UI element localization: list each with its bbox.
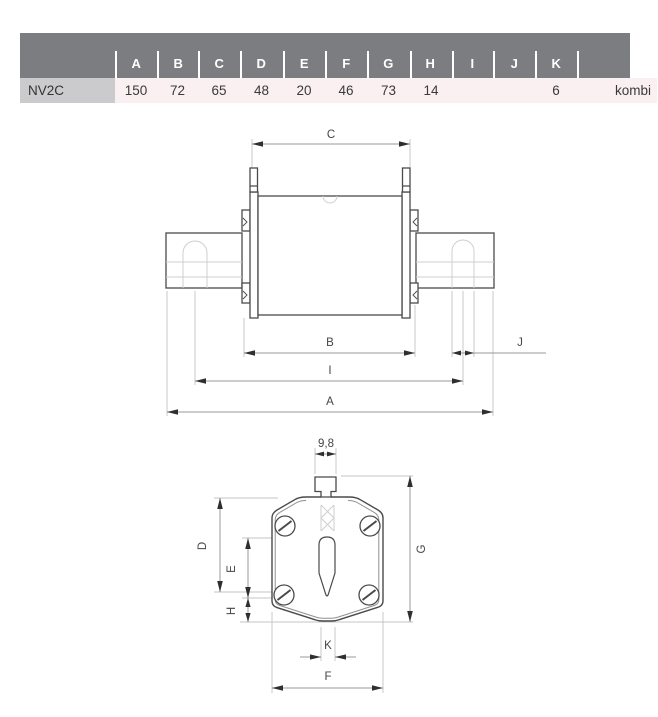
dim-label-i: I: [328, 365, 332, 377]
dim-label-h: H: [226, 606, 238, 616]
value-kombi: kombi: [614, 83, 651, 98]
dim-label-b: B: [326, 337, 334, 349]
right-bottom-clip: [410, 283, 418, 303]
blade-tab-section: [315, 477, 336, 497]
left-end-plate: [250, 192, 258, 318]
dim-label-a: A: [326, 396, 334, 408]
dim-label-e: E: [226, 565, 238, 573]
dim-label-c: C: [326, 129, 336, 141]
right-end-plate: [402, 192, 410, 318]
value-c: 65: [211, 83, 227, 98]
col-header-c: C: [214, 56, 224, 71]
col-header-d: D: [256, 56, 266, 71]
col-header-e: E: [299, 56, 309, 71]
dim-label-f: F: [324, 671, 332, 683]
value-e: 20: [296, 83, 312, 98]
right-grip-lug: [403, 168, 411, 192]
col-header-f: F: [342, 56, 350, 71]
col-header-j: J: [510, 56, 518, 71]
col-header-k: K: [551, 56, 561, 71]
left-grip-lug: [250, 168, 258, 192]
dim-label-g: G: [416, 544, 428, 554]
value-b: 72: [169, 83, 186, 98]
dim-label-j: J: [517, 337, 523, 349]
value-f: 46: [338, 83, 354, 98]
left-bottom-clip: [242, 283, 250, 303]
col-header-i: I: [470, 56, 474, 71]
col-header-b: B: [173, 56, 183, 71]
value-d: 48: [253, 83, 270, 98]
row-label: NV2C: [20, 78, 115, 103]
value-g: 73: [380, 83, 397, 98]
value-a: 150: [124, 83, 148, 98]
fuse-body: [258, 196, 402, 315]
right-blade-contact: [416, 233, 494, 288]
dim-label-98: 9,8: [318, 438, 334, 450]
front-view: [166, 129, 546, 416]
col-header-h: H: [425, 56, 435, 71]
dim-label-k: K: [324, 640, 332, 652]
left-blade-contact: [166, 233, 242, 288]
col-header-g: G: [383, 56, 393, 71]
value-h: 14: [423, 83, 439, 98]
bottom-view: [197, 438, 428, 693]
col-header-a: A: [131, 56, 141, 71]
dim-label-d: D: [197, 541, 209, 551]
value-k: 6: [552, 83, 560, 98]
